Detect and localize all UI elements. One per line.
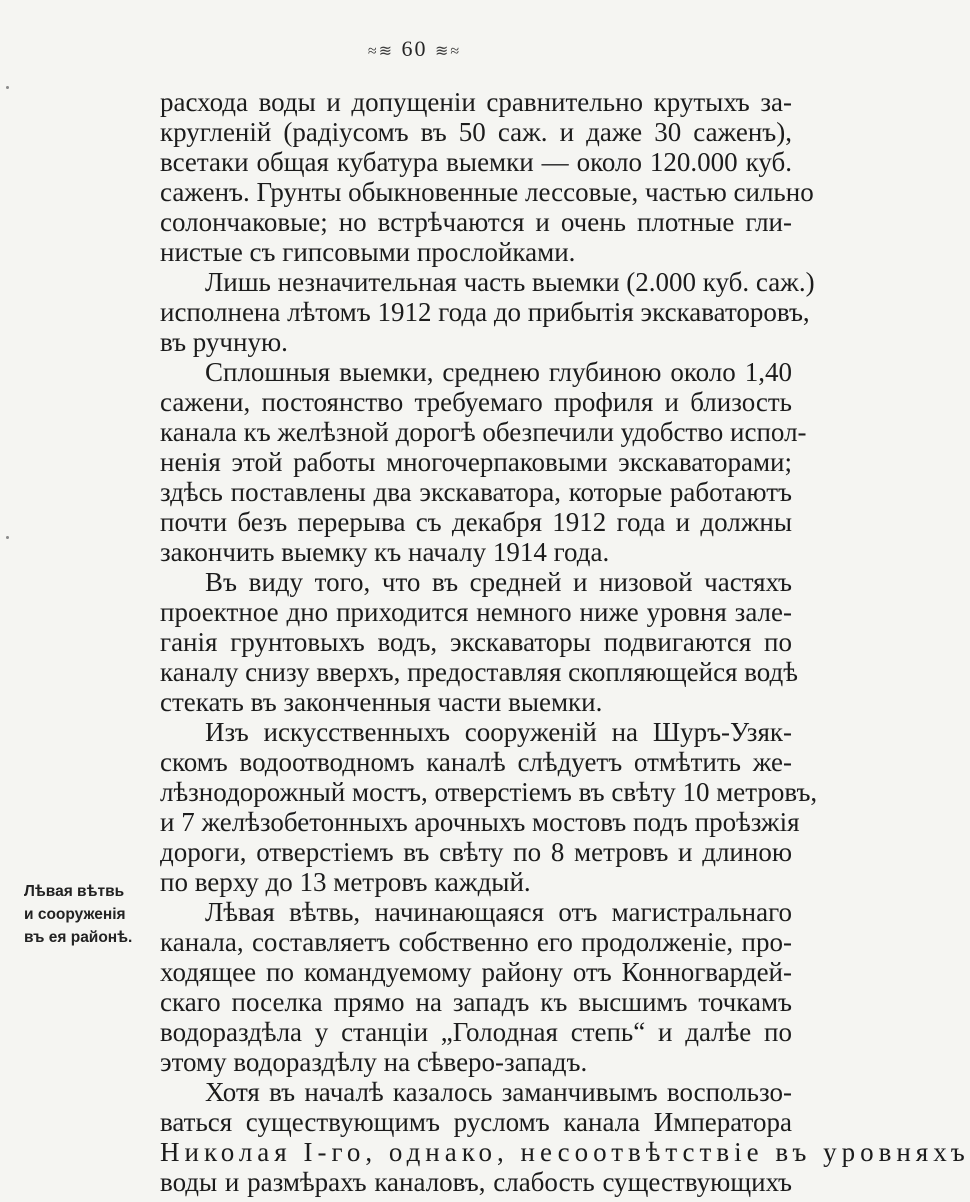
- ornament-right: ≋≈: [435, 43, 462, 60]
- text-line: всетаки общая кубатура выемки — около 120.000 куб.: [160, 147, 792, 177]
- text-line: саженъ. Грунты обыкновенные лессовые, частью сильно: [160, 177, 814, 207]
- text-line: солончаковые; но встрѣчаются и очень плотные гли-: [160, 207, 792, 237]
- text-line: лѣзнодорожный мостъ, отверстіемъ въ свѣту 10 метровъ,: [160, 777, 818, 807]
- scan-speck: [6, 536, 9, 539]
- text-line: дороги, отверстіемъ въ свѣту по 8 метровъ и длиною: [160, 837, 792, 867]
- text-line: кругленій (радіусомъ въ 50 саж. и даже 30 саженъ),: [160, 117, 792, 147]
- page-number: [0, 36, 829, 62]
- text-line: сажени, постоянство требуемаго профиля и близость: [160, 387, 792, 417]
- text-line: исполнена лѣтомъ 1912 года до прибытія экскаваторовъ,: [160, 297, 810, 327]
- ornament-left: ≈≋: [367, 43, 394, 60]
- text-line: почти безъ перерыва съ декабря 1912 года и должны: [160, 507, 792, 537]
- text-line: Николая I-го, однако, несоотвѣтствіе въ уровняхъ: [160, 1137, 970, 1167]
- text-line: ганія грунтовыхъ водъ, экскаваторы подвигаются по: [160, 627, 792, 657]
- margin-note-line: Лѣвая вѣтвь: [24, 883, 125, 900]
- text-line: этому водораздѣлу на сѣверо-западъ.: [160, 1047, 588, 1077]
- text-line: расхода воды и допущеніи сравнительно крутыхъ за-: [160, 87, 792, 117]
- text-line: ненія этой работы многочерпаковыми экскаваторами;: [160, 447, 792, 477]
- text-line: по верху до 13 метровъ каждый.: [160, 867, 531, 897]
- text-line: ваться существующимъ русломъ канала Императора: [160, 1107, 792, 1137]
- text-line: скаго поселка прямо на западъ къ высшимъ точкамъ: [160, 987, 792, 1017]
- text-line: Изъ искусственныхъ сооруженій на Шуръ-Узяк-: [205, 717, 792, 747]
- text-line: водораздѣла у станціи „Голодная степь“ и далѣе по: [160, 1017, 792, 1047]
- text-line: Лѣвая вѣтвь, начинающаяся отъ магистральнаго: [205, 897, 792, 927]
- text-line: Хотя въ началѣ казалось заманчивымъ воспользо-: [205, 1077, 792, 1107]
- page-number-value: 60: [401, 36, 428, 61]
- margin-note-line: и сооруженія: [24, 906, 126, 923]
- text-line: ходящее по командуемому району отъ Конногвардей-: [160, 957, 792, 987]
- margin-note: [24, 880, 160, 949]
- text-line: закончить выемку къ началу 1914 года.: [160, 537, 610, 567]
- text-line: Въ виду того, что въ средней и низовой частяхъ: [205, 567, 792, 597]
- text-line: канала, составляетъ собственно его продолженіе, про-: [160, 927, 792, 957]
- text-line: Лишь незначительная часть выемки (2.000 куб. саж.): [205, 267, 815, 297]
- text-line: стекать въ законченныя части выемки.: [160, 687, 603, 717]
- scan-speck: [6, 86, 9, 89]
- margin-note-line: въ ея районѣ.: [24, 929, 133, 946]
- text-line: каналу снизу вверхъ, предоставляя скопляющейся водѣ: [160, 657, 798, 687]
- text-line: въ ручную.: [160, 327, 288, 357]
- text-line: проектное дно приходится немного ниже уровня зале-: [160, 597, 792, 627]
- text-line: скомъ водоотводномъ каналѣ слѣдуетъ отмѣтить же-: [160, 747, 792, 777]
- text-line: канала къ желѣзной дорогѣ обезпечили удобство испол-: [160, 417, 807, 447]
- text-line: Сплошныя выемки, среднею глубиною около 1,40: [205, 357, 792, 387]
- text-line: здѣсь поставлены два экскаватора, которые работаютъ: [160, 477, 792, 507]
- text-line: и 7 желѣзобетонныхъ арочныхъ мостовъ подъ проѣзжія: [160, 807, 800, 837]
- text-line: нистые съ гипсовыми прослойками.: [160, 237, 576, 267]
- text-line: воды и размѣрахъ каналовъ, слабость существующихъ: [160, 1167, 792, 1197]
